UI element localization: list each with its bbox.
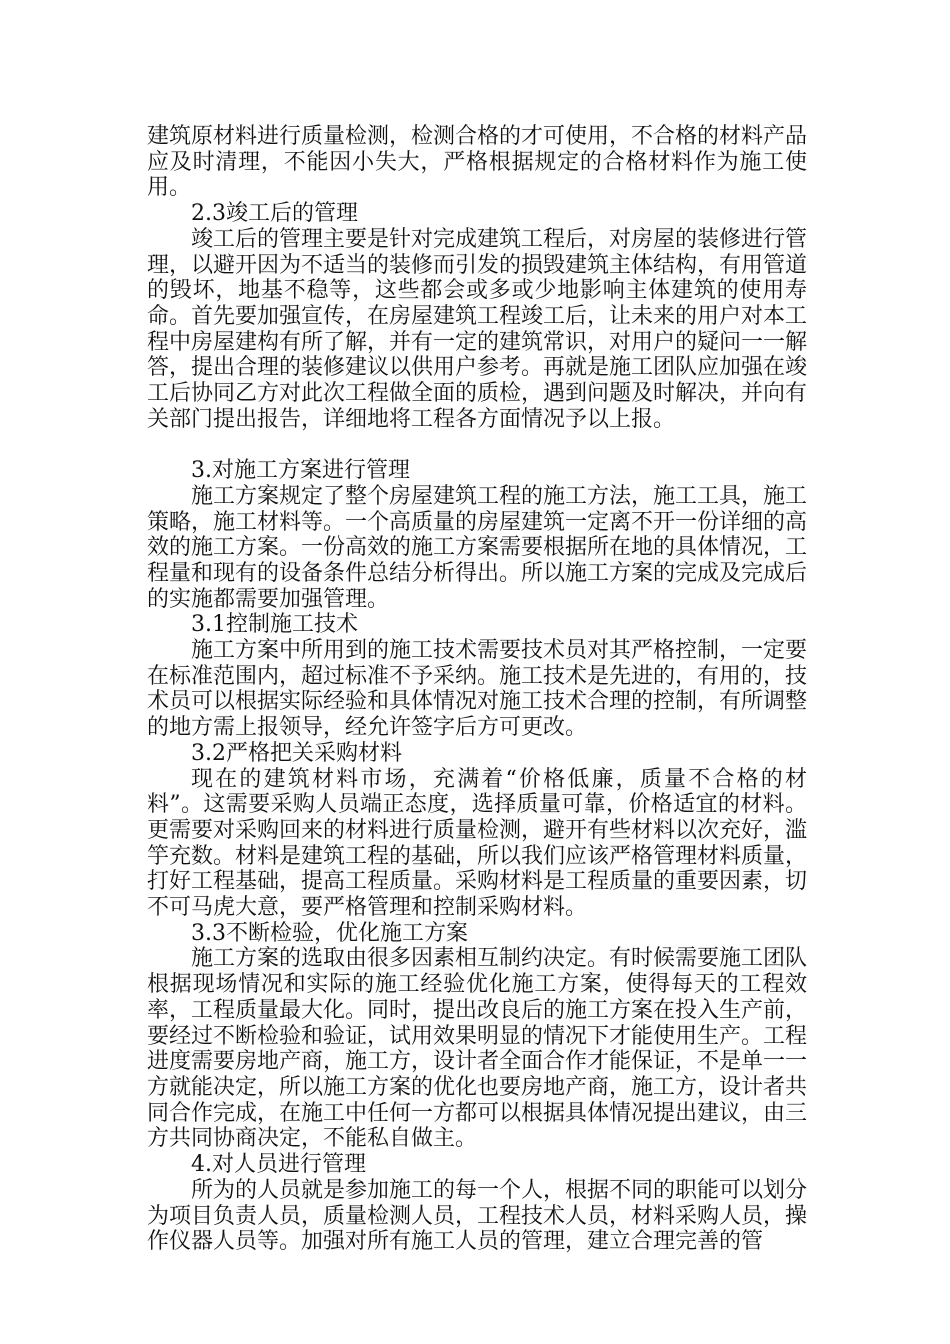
section-heading-3: 3.对施工方案进行管理 — [191, 458, 410, 484]
paragraph: 现在的建筑材料市场，充满着“价格低廉，质量不合格的材料”。这需要采购人员端正态度，选择质量可靠，价格适宜的材料。更需要对采购回来的材料进行质量检测，避开有些材料以次充好，滥竽充数。材料是建筑工程的基础，所以我们应该严格管理材料质量，打好工程基础，提高工程质量。采购材料是工程质量的重要因素，切不可马虎大意，要严格管理和控制采购材料。 — [147, 766, 808, 921]
paragraph: 施工方案的选取由很多因素相互制约决定。有时候需要施工团队根据现场情况和实际的施工经验优化施工方案，使得每天的工程效率，工程质量最大化。同时，提出改良后的施工方案在投入生产前，要经过不断检验和验证，试用效果明显的情况下才能使用生产。工程进度需要房地产商，施工方，设计者全面合作才能保证，不是单一一方就能决定，所以施工方案的优化也要房地产商，施工方，设计者共同合作完成，在施工中任何一方都可以根据具体情况提出建议，由三方共同协商决定，不能私自做主。 — [147, 946, 808, 1152]
section-heading-3-1: 3.1控制施工技术 — [191, 612, 358, 638]
section-heading-3-2: 3.2严格把关采购材料 — [191, 740, 402, 766]
paragraph: 所为的人员就是参加施工的每一个人，根据不同的职能可以划分为项目负责人员，质量检测人员，工程技术人员，材料采购人员，操作仪器人员等。加强对所有施工人员的管理，建立合理完善的管 — [147, 1177, 808, 1255]
paragraph-continued: 建筑原材料进行质量检测，检测合格的才可使用，不合格的材料产品应及时清理，不能因小失大，严格根据规定的合格材料作为施工使用。 — [147, 124, 808, 201]
paragraph: 施工方案中所用到的施工技术需要技术员对其严格控制，一定要在标准范围内，超过标准不予采纳。施工技术是先进的，有用的，技术员可以根据实际经验和具体情况对施工技术合理的控制，有所调整的地方需上报领导，经允许签字后方可更改。 — [147, 638, 808, 741]
paragraph: 竣工后的管理主要是针对完成建筑工程后，对房屋的装修进行管理，以避开因为不适当的装修而引发的损毁建筑主体结构，有用管道的毁坏，地基不稳等，这些都会或多或少地影响主体建筑的使用寿命。首先要加强宣传，在房屋建筑工程竣工后，让未来的用户对本工程中房屋建构有所了解，并有一定的建筑常识，对用户的疑问一一解答，提出合理的装修建议以供用户参考。再就是施工团队应加强在竣工后协同乙方对此次工程做全面的质检，遇到问题及时解决，并向有关部门提出报告，详细地将工程各方面情况予以上报。 — [147, 226, 808, 432]
section-heading-2-3: 2.3竣工后的管理 — [191, 201, 358, 227]
document-body — [147, 124, 807, 1255]
section-heading-4: 4.对人员进行管理 — [191, 1152, 366, 1178]
blank-line — [147, 432, 807, 458]
section-heading-3-3: 3.3不断检验，优化施工方案 — [191, 920, 468, 946]
paragraph: 施工方案规定了整个房屋建筑工程的施工方法，施工工具，施工策略，施工材料等。一个高质量的房屋建筑一定离不开一份详细的高效的施工方案。一份高效的施工方案需要根据所在地的具体情况，工程量和现有的设备条件总结分析得出。所以施工方案的完成及完成后的实施都需要加强管理。 — [147, 483, 808, 612]
